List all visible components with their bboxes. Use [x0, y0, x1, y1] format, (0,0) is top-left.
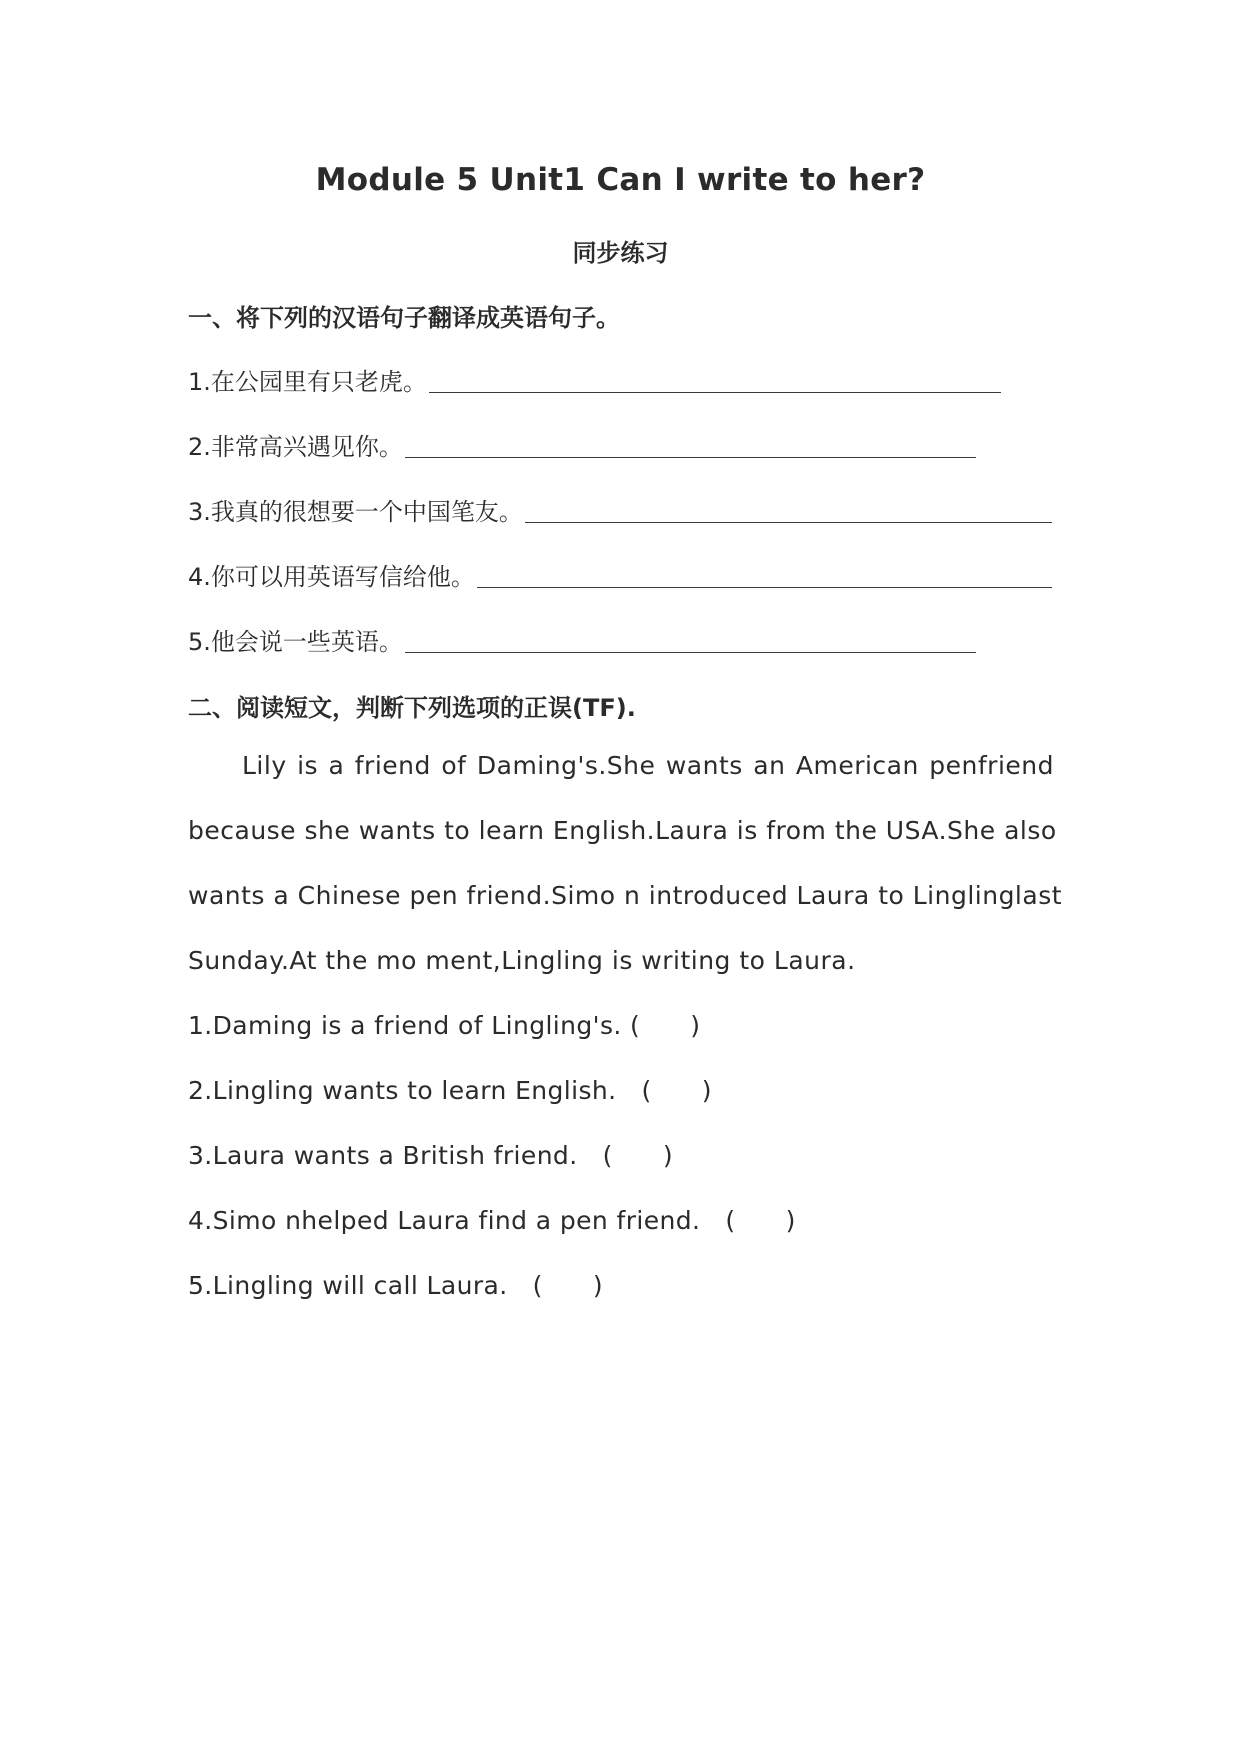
page-subtitle: 同步练习	[572, 239, 669, 267]
translation-item	[188, 557, 1052, 592]
passage-line: wants a Chinese pen friend.Simo n introduced Laura to Linglinglast	[188, 881, 1063, 910]
translation-item	[188, 492, 1052, 527]
translation-item-text: 4.你可以用英语写信给他。	[188, 563, 475, 591]
section2-heading: 二、阅读短文，判断下列选项的正误(TF).	[188, 694, 636, 722]
section1-heading: 一、将下列的汉语句子翻译成英语句子。	[188, 304, 620, 332]
answer-blank-line	[429, 368, 1001, 393]
passage-line: because she wants to learn English.Laura is from the USA.She also	[188, 816, 1057, 845]
answer-blank-line	[477, 563, 1052, 588]
true-false-item: 1.Daming is a friend of Lingling's. ( )	[188, 1011, 701, 1040]
translation-item	[188, 362, 1001, 397]
passage-line: Sunday.At the mo ment,Lingling is writing to Laura.	[188, 946, 856, 975]
passage-line: Lily is a friend of Daming's.She wants an American penfriend	[242, 751, 1054, 780]
true-false-item: 2.Lingling wants to learn English. ( )	[188, 1076, 712, 1105]
true-false-item: 4.Simo nhelped Laura find a pen friend. ( )	[188, 1206, 796, 1235]
answer-blank-line	[405, 433, 976, 458]
translation-item-text: 2.非常高兴遇见你。	[188, 433, 403, 461]
answer-blank-line	[525, 498, 1052, 523]
translation-item-text: 3.我真的很想要一个中国笔友。	[188, 498, 523, 526]
answer-blank-line	[405, 628, 976, 653]
translation-item-text: 1.在公园里有只老虎。	[188, 368, 427, 396]
page-title: Module 5 Unit1 Can I write to her?	[315, 162, 926, 198]
true-false-item: 5.Lingling will call Laura. ( )	[188, 1271, 603, 1300]
translation-item	[188, 622, 976, 657]
true-false-item: 3.Laura wants a British friend. ( )	[188, 1141, 673, 1170]
translation-item-text: 5.他会说一些英语。	[188, 628, 403, 656]
translation-item	[188, 427, 976, 462]
